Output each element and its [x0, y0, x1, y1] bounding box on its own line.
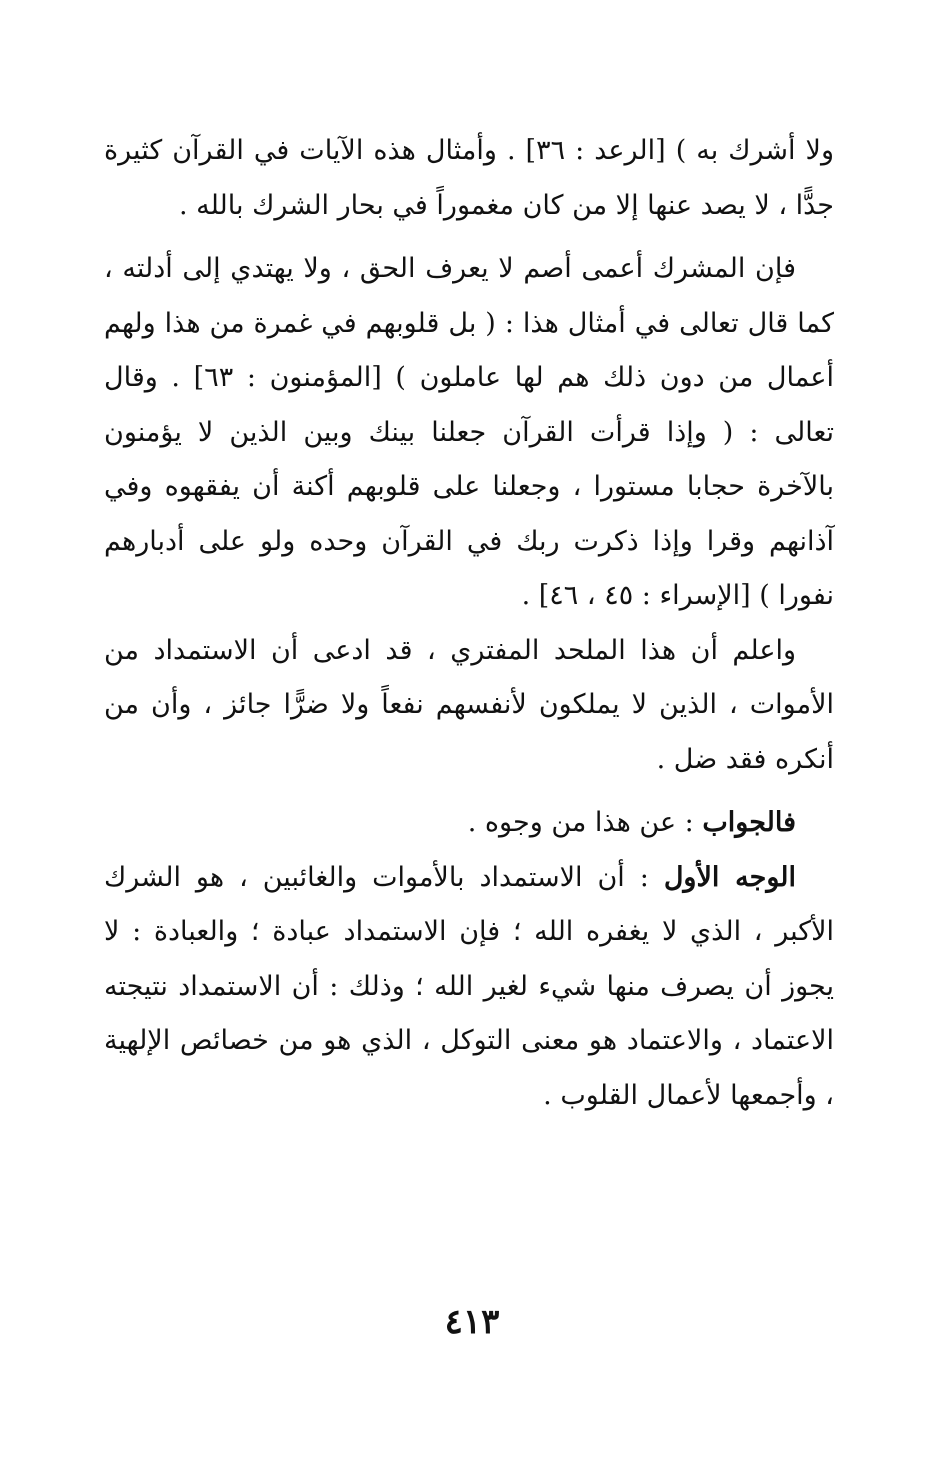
paragraph-1 — [104, 124, 834, 233]
paragraph-2-text: فإن المشرك أعمى أصم لا يعرف الحق ، ولا يهتدي إلى أدلته ، كما قال تعالى في أمثال هذا : ( بل قلوبهم في غمرة من هذا ولهم أعمال من دون ذلك هم لها عاملون ) [المؤمنون : ٦٣] . وقال تعالى : ( وإذا قرأت القرآن جعلنا بينك وبين الذين لا يؤمنون بالآخرة حجابا مستورا ، وجعلنا على قلوبهم أكنة أن يفقهوه وفي آذانهم وقرا وإذا ذكرت ربك في القرآن وحده ولو على أدبارهم نفورا ) [الإسراء : ٤٥ ، ٤٦] . — [104, 253, 834, 611]
first-aspect-heading: الوجه الأول — [663, 861, 796, 893]
paragraph-3 — [104, 624, 834, 788]
page-number: ٤١٣ — [444, 1302, 500, 1342]
paragraph-5 — [104, 851, 834, 1124]
body-text — [104, 124, 834, 1123]
paragraph-2 — [104, 242, 834, 624]
paragraph-1-text: ولا أشرك به ) [الرعد : ٣٦] . وأمثال هذه الآيات في القرآن كثيرة جدًّا ، لا يصد عنها إلا من كان مغموراً في بحار الشرك بالله . — [104, 135, 834, 221]
paragraph-4 — [104, 796, 834, 851]
answer-heading: فالجواب — [702, 807, 796, 838]
paragraph-3-text: واعلم أن هذا الملحد المفتري ، قد ادعى أن الاستمداد من الأموات ، الذين لا يملكون لأنفسهم نفعاً ولا ضرًّا جائز ، وأن من أنكره فقد ضل . — [104, 634, 834, 775]
paragraph-4-text: : عن هذا من وجوه . — [467, 807, 703, 838]
paragraph-5-text: : أن الاستمداد بالأموات والغائبين ، هو الشرك الأكبر ، الذي لا يغفره الله ؛ فإن الاستمداد عبادة ؛ والعبادة : لا يجوز أن يصرف منها شيء لغير الله ؛ وذلك : أن الاستمداد نتيجته الاعتماد ، والاعتماد هو معنى التوكل ، الذي هو من خصائص الإلهية ، وأجمعها لأعمال القلوب . — [104, 861, 834, 1111]
